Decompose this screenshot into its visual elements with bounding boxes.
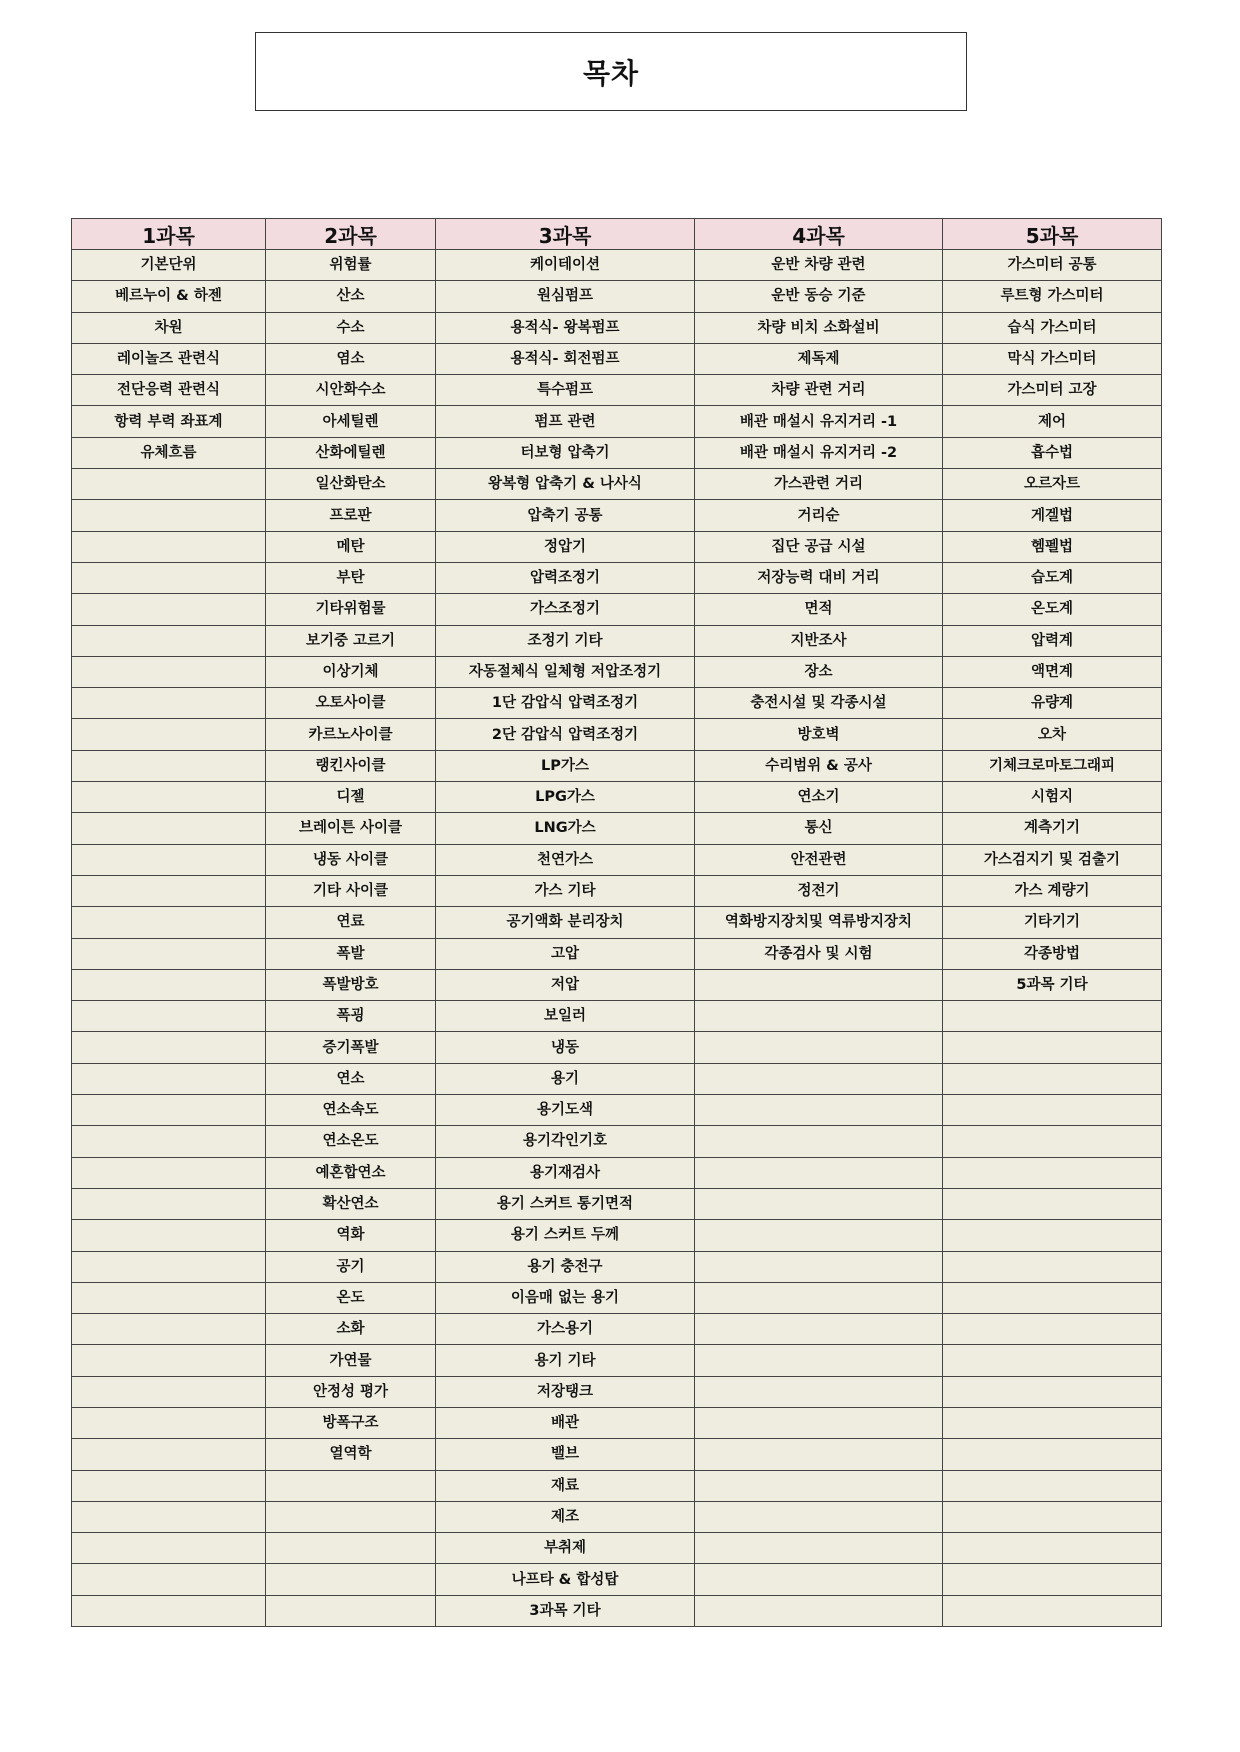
toc-cell-subject-2: 오토사이클 [266,688,436,719]
toc-cell-subject-2: 방폭구조 [266,1407,436,1438]
toc-cell-subject-4 [695,1063,943,1094]
toc-cell-subject-1 [72,1564,266,1595]
toc-cell-subject-4: 역화방지장치및 역류방지장치 [695,907,943,938]
toc-cell-subject-4 [695,1376,943,1407]
toc-cell-subject-1 [72,1470,266,1501]
table-row [72,1282,1162,1313]
toc-cell-subject-5: 습식 가스미터 [943,312,1162,343]
table-row [72,1564,1162,1595]
toc-cell-subject-4: 가스관련 거리 [695,469,943,500]
toc-cell-subject-4: 차량 관련 거리 [695,375,943,406]
toc-cell-subject-2: 연소속도 [266,1095,436,1126]
table-row [72,1439,1162,1470]
toc-cell-subject-3: 1단 감압식 압력조정기 [436,688,695,719]
toc-cell-subject-3: 3과목 기타 [436,1595,695,1626]
table-row [72,343,1162,374]
table-row [72,688,1162,719]
toc-cell-subject-1: 베르누이 & 하젠 [72,281,266,312]
toc-cell-subject-2: 아세틸렌 [266,406,436,437]
table-row [72,719,1162,750]
toc-cell-subject-1: 차원 [72,312,266,343]
toc-cell-subject-3: 자동절체식 일체형 저압조정기 [436,656,695,687]
toc-cell-subject-1: 레이놀즈 관련식 [72,343,266,374]
toc-cell-subject-2: 온도 [266,1282,436,1313]
header-row [72,219,1162,250]
toc-cell-subject-5: 오차 [943,719,1162,750]
toc-cell-subject-5 [943,1345,1162,1376]
toc-cell-subject-2: 기타 사이클 [266,875,436,906]
header-subject-4: 4과목 [695,219,943,250]
table-row [72,875,1162,906]
toc-cell-subject-1 [72,969,266,1000]
toc-cell-subject-1 [72,1251,266,1282]
toc-cell-subject-3: 나프타 & 합성탑 [436,1564,695,1595]
toc-cell-subject-4 [695,1188,943,1219]
toc-cell-subject-3: 용적식- 왕복펌프 [436,312,695,343]
toc-cell-subject-5: 루트형 가스미터 [943,281,1162,312]
toc-cell-subject-1 [72,1220,266,1251]
toc-cell-subject-5: 유량계 [943,688,1162,719]
table-row [72,1251,1162,1282]
toc-cell-subject-2: 위험률 [266,250,436,281]
toc-cell-subject-4: 배관 매설시 유지거리 -2 [695,437,943,468]
toc-cell-subject-1 [72,907,266,938]
toc-cell-subject-2: 열역학 [266,1439,436,1470]
toc-cell-subject-1 [72,500,266,531]
table-row [72,1001,1162,1032]
toc-cell-subject-2: 소화 [266,1314,436,1345]
toc-cell-subject-2: 시안화수소 [266,375,436,406]
toc-cell-subject-1: 유체흐름 [72,437,266,468]
header-subject-2: 2과목 [266,219,436,250]
toc-cell-subject-5: 게겔법 [943,500,1162,531]
table-row [72,1595,1162,1626]
table-row [72,1157,1162,1188]
toc-cell-subject-2: 브레이튼 사이클 [266,813,436,844]
toc-cell-subject-3: 부취제 [436,1533,695,1564]
table-row [72,782,1162,813]
toc-cell-subject-4: 면적 [695,594,943,625]
toc-cell-subject-1 [72,813,266,844]
toc-cell-subject-1: 항력 부력 좌표계 [72,406,266,437]
table-row [72,656,1162,687]
table-row [72,1501,1162,1532]
table-row [72,1407,1162,1438]
toc-cell-subject-4 [695,1564,943,1595]
toc-cell-subject-1 [72,1376,266,1407]
toc-cell-subject-3: 저압 [436,969,695,1000]
toc-cell-subject-3: 용기 스커트 두께 [436,1220,695,1251]
toc-cell-subject-4 [695,1501,943,1532]
toc-cell-subject-1 [72,1063,266,1094]
toc-cell-subject-4 [695,1314,943,1345]
toc-cell-subject-5: 가스미터 공통 [943,250,1162,281]
toc-cell-subject-3: 용적식- 회전펌프 [436,343,695,374]
toc-cell-subject-3: 고압 [436,938,695,969]
toc-cell-subject-3: 압력조정기 [436,562,695,593]
toc-cell-subject-3: 왕복형 압축기 & 나사식 [436,469,695,500]
toc-cell-subject-3: 압축기 공통 [436,500,695,531]
toc-cell-subject-1 [72,1407,266,1438]
table-row [72,250,1162,281]
toc-cell-subject-4: 수리범위 & 공사 [695,750,943,781]
toc-cell-subject-3: 천연가스 [436,844,695,875]
toc-cell-subject-1 [72,1095,266,1126]
table-row [72,969,1162,1000]
table-row [72,1470,1162,1501]
toc-cell-subject-3: LP가스 [436,750,695,781]
toc-cell-subject-4 [695,1345,943,1376]
toc-cell-subject-5: 가스미터 고장 [943,375,1162,406]
toc-cell-subject-1 [72,1345,266,1376]
toc-cell-subject-1 [72,719,266,750]
toc-cell-subject-1 [72,875,266,906]
toc-cell-subject-2: 수소 [266,312,436,343]
table-row [72,562,1162,593]
toc-cell-subject-1 [72,1001,266,1032]
toc-cell-subject-1 [72,625,266,656]
toc-cell-subject-5 [943,1063,1162,1094]
table-row [72,406,1162,437]
toc-cell-subject-4 [695,1439,943,1470]
toc-cell-subject-1 [72,1126,266,1157]
toc-cell-subject-4: 저장능력 대비 거리 [695,562,943,593]
toc-cell-subject-3: 보일러 [436,1001,695,1032]
toc-cell-subject-4: 운반 차량 관련 [695,250,943,281]
toc-cell-subject-2: 폭굉 [266,1001,436,1032]
table-row [72,500,1162,531]
table-row [72,1126,1162,1157]
toc-cell-subject-4 [695,1251,943,1282]
toc-cell-subject-5 [943,1001,1162,1032]
toc-cell-subject-5 [943,1251,1162,1282]
table-row [72,813,1162,844]
toc-cell-subject-3: 원심펌프 [436,281,695,312]
toc-cell-subject-5: 5과목 기타 [943,969,1162,1000]
toc-cell-subject-5 [943,1595,1162,1626]
toc-cell-subject-4 [695,1282,943,1313]
header-subject-3: 3과목 [436,219,695,250]
toc-cell-subject-4: 통신 [695,813,943,844]
toc-cell-subject-1 [72,1501,266,1532]
toc-table [71,218,1162,1627]
toc-cell-subject-1 [72,1314,266,1345]
toc-cell-subject-5: 온도계 [943,594,1162,625]
toc-cell-subject-2 [266,1533,436,1564]
toc-cell-subject-4: 집단 공급 시설 [695,531,943,562]
toc-cell-subject-1 [72,844,266,875]
header-subject-1: 1과목 [72,219,266,250]
toc-cell-subject-4: 각종검사 및 시험 [695,938,943,969]
toc-cell-subject-3: 공기액화 분리장치 [436,907,695,938]
toc-cell-subject-4 [695,969,943,1000]
toc-cell-subject-3: 조정기 기타 [436,625,695,656]
toc-cell-subject-2: 냉동 사이클 [266,844,436,875]
toc-cell-subject-3: 저장탱크 [436,1376,695,1407]
toc-cell-subject-4 [695,1001,943,1032]
toc-cell-subject-3: 이음매 없는 용기 [436,1282,695,1313]
table-row [72,907,1162,938]
toc-cell-subject-4 [695,1407,943,1438]
toc-cell-subject-2: 카르노사이클 [266,719,436,750]
table-row [72,1314,1162,1345]
table-row [72,1533,1162,1564]
toc-cell-subject-5 [943,1095,1162,1126]
toc-cell-subject-5 [943,1314,1162,1345]
toc-cell-subject-4: 연소기 [695,782,943,813]
toc-cell-subject-2: 가연물 [266,1345,436,1376]
table-row [72,844,1162,875]
toc-cell-subject-3: 재료 [436,1470,695,1501]
table-row [72,750,1162,781]
toc-cell-subject-5 [943,1376,1162,1407]
toc-cell-subject-2: 폭발 [266,938,436,969]
table-row [72,1032,1162,1063]
toc-cell-subject-3: 펌프 관련 [436,406,695,437]
toc-cell-subject-5: 각종방법 [943,938,1162,969]
toc-cell-subject-3: 정압기 [436,531,695,562]
toc-cell-subject-4 [695,1470,943,1501]
toc-cell-subject-5: 습도계 [943,562,1162,593]
toc-cell-subject-5: 흡수법 [943,437,1162,468]
toc-cell-subject-2: 프로판 [266,500,436,531]
toc-cell-subject-1 [72,531,266,562]
toc-cell-subject-2: 메탄 [266,531,436,562]
toc-cell-subject-2: 산소 [266,281,436,312]
toc-cell-subject-1 [72,1282,266,1313]
toc-cell-subject-5 [943,1188,1162,1219]
toc-cell-subject-2: 디젤 [266,782,436,813]
toc-cell-subject-5: 제어 [943,406,1162,437]
toc-cell-subject-4: 정전기 [695,875,943,906]
toc-cell-subject-2: 이상기체 [266,656,436,687]
toc-cell-subject-3: 용기도색 [436,1095,695,1126]
toc-cell-subject-2: 염소 [266,343,436,374]
table-row [72,1220,1162,1251]
toc-cell-subject-5 [943,1501,1162,1532]
toc-cell-subject-4 [695,1032,943,1063]
page-title: 목차 [582,56,640,90]
toc-cell-subject-4: 방호벽 [695,719,943,750]
toc-cell-subject-3: 터보형 압축기 [436,437,695,468]
toc-cell-subject-3: 용기 스커트 통기면적 [436,1188,695,1219]
toc-cell-subject-5 [943,1126,1162,1157]
toc-cell-subject-2: 일산화탄소 [266,469,436,500]
toc-cell-subject-2 [266,1564,436,1595]
toc-cell-subject-5: 가스검지기 및 검출기 [943,844,1162,875]
table-row [72,469,1162,500]
toc-cell-subject-3: 배관 [436,1407,695,1438]
toc-cell-subject-4 [695,1126,943,1157]
toc-cell-subject-1 [72,594,266,625]
table-row [72,1095,1162,1126]
toc-cell-subject-3: 용기 충전구 [436,1251,695,1282]
toc-cell-subject-3: LPG가스 [436,782,695,813]
toc-cell-subject-3: 가스조정기 [436,594,695,625]
toc-cell-subject-2: 확산연소 [266,1188,436,1219]
toc-cell-subject-3: 용기재검사 [436,1157,695,1188]
toc-cell-subject-1 [72,562,266,593]
toc-cell-subject-5: 기체크로마토그래피 [943,750,1162,781]
toc-cell-subject-5 [943,1407,1162,1438]
toc-cell-subject-5 [943,1564,1162,1595]
toc-cell-subject-2: 연료 [266,907,436,938]
toc-cell-subject-4: 장소 [695,656,943,687]
toc-cell-subject-1 [72,1157,266,1188]
toc-cell-subject-5 [943,1157,1162,1188]
toc-cell-subject-4: 안전관련 [695,844,943,875]
table-row [72,281,1162,312]
toc-cell-subject-3: LNG가스 [436,813,695,844]
toc-cell-subject-4: 차량 비치 소화설비 [695,312,943,343]
toc-cell-subject-5 [943,1032,1162,1063]
table-row [72,1376,1162,1407]
table-row [72,375,1162,406]
toc-cell-subject-5: 막식 가스미터 [943,343,1162,374]
header-subject-5: 5과목 [943,219,1162,250]
toc-cell-subject-3: 용기 기타 [436,1345,695,1376]
table-row [72,437,1162,468]
toc-cell-subject-2: 랭킨사이클 [266,750,436,781]
toc-cell-subject-1 [72,750,266,781]
toc-cell-subject-5 [943,1439,1162,1470]
toc-cell-subject-5 [943,1533,1162,1564]
toc-cell-subject-3: 가스 기타 [436,875,695,906]
table-row [72,1063,1162,1094]
table-row [72,1188,1162,1219]
toc-cell-subject-1 [72,469,266,500]
toc-body [72,250,1162,1627]
toc-cell-subject-1 [72,938,266,969]
toc-cell-subject-1: 기본단위 [72,250,266,281]
toc-cell-subject-4 [695,1533,943,1564]
toc-cell-subject-1 [72,1439,266,1470]
toc-cell-subject-4: 운반 동승 기준 [695,281,943,312]
toc-cell-subject-1: 전단응력 관련식 [72,375,266,406]
toc-cell-subject-3: 제조 [436,1501,695,1532]
toc-cell-subject-5: 액면계 [943,656,1162,687]
table-row [72,594,1162,625]
toc-cell-subject-5: 기타기기 [943,907,1162,938]
toc-cell-subject-4: 충전시설 및 각종시설 [695,688,943,719]
toc-cell-subject-5: 압력계 [943,625,1162,656]
toc-cell-subject-3: 특수펌프 [436,375,695,406]
toc-cell-subject-3: 가스용기 [436,1314,695,1345]
toc-cell-subject-1 [72,1188,266,1219]
table-row [72,938,1162,969]
toc-cell-subject-4 [695,1095,943,1126]
toc-cell-subject-3: 밸브 [436,1439,695,1470]
toc-cell-subject-3: 용기 [436,1063,695,1094]
toc-cell-subject-1 [72,688,266,719]
toc-cell-subject-4 [695,1220,943,1251]
toc-cell-subject-3: 2단 감압식 압력조정기 [436,719,695,750]
toc-cell-subject-2: 폭발방호 [266,969,436,1000]
toc-cell-subject-5: 계측기기 [943,813,1162,844]
toc-cell-subject-2 [266,1501,436,1532]
toc-cell-subject-5 [943,1282,1162,1313]
toc-cell-subject-5: 시험지 [943,782,1162,813]
toc-cell-subject-2: 안정성 평가 [266,1376,436,1407]
title-box [255,32,967,111]
toc-cell-subject-4: 배관 매설시 유지거리 -1 [695,406,943,437]
toc-cell-subject-3: 케이테이션 [436,250,695,281]
toc-cell-subject-2: 보기중 고르기 [266,625,436,656]
toc-cell-subject-3: 용기각인기호 [436,1126,695,1157]
toc-cell-subject-2 [266,1470,436,1501]
toc-cell-subject-5: 오르자트 [943,469,1162,500]
table-row [72,312,1162,343]
table-row [72,531,1162,562]
toc-cell-subject-5 [943,1470,1162,1501]
toc-cell-subject-1 [72,1032,266,1063]
toc-cell-subject-1 [72,1533,266,1564]
table-row [72,1345,1162,1376]
toc-cell-subject-2: 연소온도 [266,1126,436,1157]
toc-cell-subject-3: 냉동 [436,1032,695,1063]
toc-cell-subject-5: 가스 계량기 [943,875,1162,906]
table-row [72,625,1162,656]
toc-cell-subject-2: 공기 [266,1251,436,1282]
toc-cell-subject-5: 헴펠법 [943,531,1162,562]
toc-cell-subject-2: 연소 [266,1063,436,1094]
toc-cell-subject-5 [943,1220,1162,1251]
toc-cell-subject-2: 기타위험물 [266,594,436,625]
toc-cell-subject-4: 제독제 [695,343,943,374]
toc-cell-subject-2 [266,1595,436,1626]
toc-cell-subject-2: 부탄 [266,562,436,593]
toc-cell-subject-2: 예혼합연소 [266,1157,436,1188]
toc-cell-subject-4: 거리순 [695,500,943,531]
toc-cell-subject-1 [72,782,266,813]
toc-cell-subject-1 [72,1595,266,1626]
toc-cell-subject-2: 증기폭발 [266,1032,436,1063]
toc-cell-subject-4 [695,1157,943,1188]
toc-cell-subject-1 [72,656,266,687]
toc-cell-subject-2: 역화 [266,1220,436,1251]
toc-cell-subject-4: 지반조사 [695,625,943,656]
toc-cell-subject-2: 산화에틸렌 [266,437,436,468]
toc-cell-subject-4 [695,1595,943,1626]
